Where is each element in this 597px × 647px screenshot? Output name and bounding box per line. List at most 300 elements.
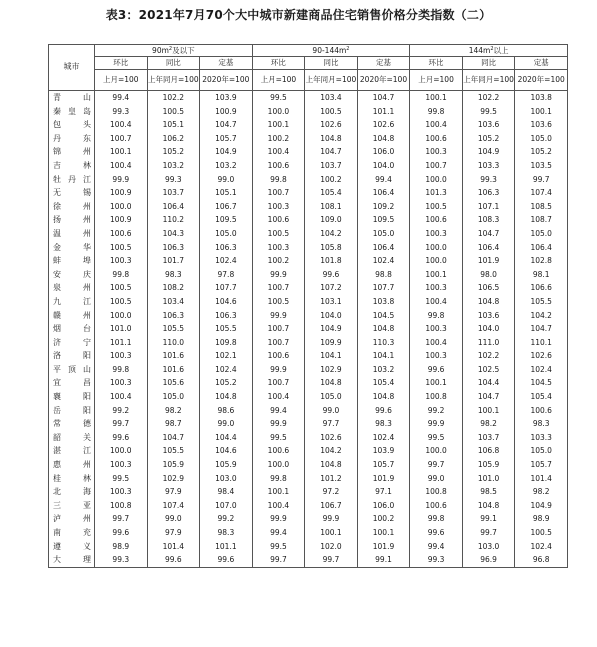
index-value: 99.6 <box>200 553 253 567</box>
index-value: 104.4 <box>200 431 253 445</box>
index-value: 106.3 <box>462 186 515 200</box>
index-value: 100.7 <box>410 159 463 173</box>
index-value: 104.7 <box>357 91 410 105</box>
index-value: 108.1 <box>305 200 358 214</box>
index-value: 100.3 <box>410 322 463 336</box>
index-value: 99.4 <box>252 404 305 418</box>
index-value: 105.0 <box>515 132 568 146</box>
index-value: 100.4 <box>252 390 305 404</box>
index-value: 101.6 <box>147 349 200 363</box>
subheader-fixed-base: 定基 <box>515 57 568 70</box>
index-value: 104.0 <box>357 159 410 173</box>
index-value: 103.9 <box>357 444 410 458</box>
index-value: 105.6 <box>147 376 200 390</box>
index-value: 103.7 <box>147 186 200 200</box>
index-value: 107.7 <box>357 281 410 295</box>
table-row <box>49 173 568 187</box>
base-header-fixed-base: 2020年=100 <box>515 70 568 91</box>
subheader-yoy: 同比 <box>305 57 358 70</box>
index-value: 105.0 <box>305 390 358 404</box>
index-value: 109.0 <box>305 213 358 227</box>
city-name: 大理 <box>49 553 95 567</box>
index-value: 107.7 <box>200 281 253 295</box>
index-value: 105.7 <box>357 458 410 472</box>
index-value: 105.4 <box>305 186 358 200</box>
index-value: 100.0 <box>410 444 463 458</box>
index-value: 97.7 <box>305 417 358 431</box>
index-value: 105.0 <box>357 227 410 241</box>
table-row <box>49 540 568 554</box>
index-value: 102.1 <box>200 349 253 363</box>
city-name: 扬州 <box>49 213 95 227</box>
price-index-table <box>48 44 568 568</box>
index-value: 106.4 <box>357 241 410 255</box>
index-value: 97.9 <box>147 485 200 499</box>
index-value: 99.6 <box>410 363 463 377</box>
index-value: 106.3 <box>147 309 200 323</box>
index-value: 104.8 <box>305 458 358 472</box>
index-value: 102.9 <box>147 472 200 486</box>
base-header-mom: 上月=100 <box>95 70 148 91</box>
table-row <box>49 186 568 200</box>
index-value: 100.4 <box>95 390 148 404</box>
index-value: 104.8 <box>305 132 358 146</box>
group-header-90-below: $90m^2$及以下 <box>95 45 253 57</box>
index-value: 103.3 <box>515 431 568 445</box>
index-value: 106.0 <box>357 499 410 513</box>
index-value: 100.5 <box>410 200 463 214</box>
index-value: 110.1 <box>515 336 568 350</box>
group-header-144-above: $144m^2$以上 <box>410 45 568 57</box>
table-row <box>49 91 568 105</box>
subheader-mom: 环比 <box>410 57 463 70</box>
index-value: 104.5 <box>515 376 568 390</box>
index-value: 100.0 <box>410 241 463 255</box>
table-row <box>49 309 568 323</box>
index-value: 103.0 <box>462 540 515 554</box>
index-value: 100.7 <box>252 336 305 350</box>
index-value: 101.4 <box>515 472 568 486</box>
index-value: 100.3 <box>410 227 463 241</box>
index-value: 106.4 <box>462 241 515 255</box>
index-value: 99.9 <box>410 417 463 431</box>
index-value: 99.7 <box>252 553 305 567</box>
index-value: 99.5 <box>252 91 305 105</box>
index-value: 98.9 <box>95 540 148 554</box>
index-value: 100.2 <box>252 254 305 268</box>
city-name: 蚌埠 <box>49 254 95 268</box>
index-value: 111.0 <box>462 336 515 350</box>
table-row <box>49 485 568 499</box>
index-value: 97.9 <box>147 526 200 540</box>
index-value: 98.2 <box>147 404 200 418</box>
index-value: 106.0 <box>357 145 410 159</box>
index-value: 103.8 <box>357 295 410 309</box>
index-value: 106.8 <box>462 444 515 458</box>
index-value: 100.1 <box>410 268 463 282</box>
index-value: 105.8 <box>305 241 358 255</box>
city-name: 丹东 <box>49 132 95 146</box>
table-row <box>49 458 568 472</box>
index-value: 104.0 <box>305 309 358 323</box>
index-value: 98.1 <box>515 268 568 282</box>
index-value: 100.1 <box>305 526 358 540</box>
table-row <box>49 295 568 309</box>
index-value: 100.4 <box>252 145 305 159</box>
index-value: 100.0 <box>95 444 148 458</box>
index-value: 105.0 <box>515 227 568 241</box>
index-value: 104.8 <box>357 390 410 404</box>
index-value: 104.9 <box>200 145 253 159</box>
index-value: 104.2 <box>305 444 358 458</box>
index-value: 103.5 <box>515 159 568 173</box>
table-row <box>49 417 568 431</box>
index-value: 99.3 <box>462 173 515 187</box>
table-row <box>49 526 568 540</box>
index-value: 105.2 <box>200 376 253 390</box>
index-value: 99.8 <box>410 309 463 323</box>
table-row <box>49 200 568 214</box>
index-value: 104.7 <box>515 322 568 336</box>
index-value: 103.4 <box>147 295 200 309</box>
index-value: 102.4 <box>200 254 253 268</box>
index-value: 99.6 <box>95 526 148 540</box>
table-row <box>49 404 568 418</box>
index-value: 98.5 <box>462 485 515 499</box>
index-value: 104.6 <box>200 444 253 458</box>
index-value: 107.0 <box>200 499 253 513</box>
index-value: 107.2 <box>305 281 358 295</box>
index-value: 100.1 <box>410 376 463 390</box>
index-value: 103.7 <box>462 431 515 445</box>
index-value: 100.9 <box>95 213 148 227</box>
index-value: 99.6 <box>357 404 410 418</box>
city-name: 温州 <box>49 227 95 241</box>
index-value: 100.0 <box>95 200 148 214</box>
index-value: 99.9 <box>252 512 305 526</box>
index-value: 103.4 <box>305 91 358 105</box>
index-value: 100.1 <box>462 404 515 418</box>
index-value: 100.5 <box>305 105 358 119</box>
index-value: 99.4 <box>252 526 305 540</box>
index-value: 104.7 <box>462 227 515 241</box>
index-value: 103.2 <box>357 363 410 377</box>
index-value: 101.0 <box>95 322 148 336</box>
city-name: 泸州 <box>49 512 95 526</box>
index-value: 100.9 <box>95 186 148 200</box>
index-value: 103.6 <box>462 118 515 132</box>
index-value: 99.8 <box>252 173 305 187</box>
table-row <box>49 472 568 486</box>
index-value: 106.7 <box>305 499 358 513</box>
index-value: 100.3 <box>95 376 148 390</box>
table-row <box>49 159 568 173</box>
index-value: 100.7 <box>252 376 305 390</box>
index-value: 100.7 <box>252 281 305 295</box>
index-value: 100.4 <box>95 159 148 173</box>
index-value: 99.7 <box>410 458 463 472</box>
base-header-yoy: 上年同月=100 <box>305 70 358 91</box>
city-name: 桂林 <box>49 472 95 486</box>
table-row <box>49 431 568 445</box>
index-value: 99.6 <box>147 553 200 567</box>
table-row <box>49 254 568 268</box>
index-value: 103.8 <box>515 91 568 105</box>
index-value: 105.5 <box>147 322 200 336</box>
index-value: 99.5 <box>95 472 148 486</box>
index-value: 104.8 <box>357 322 410 336</box>
index-value: 100.6 <box>95 227 148 241</box>
index-value: 104.3 <box>147 227 200 241</box>
index-value: 105.9 <box>462 458 515 472</box>
index-value: 99.5 <box>252 431 305 445</box>
index-value: 104.8 <box>462 295 515 309</box>
city-name: 包头 <box>49 118 95 132</box>
index-value: 100.5 <box>95 281 148 295</box>
table-row <box>49 512 568 526</box>
index-value: 100.5 <box>515 526 568 540</box>
index-value: 101.3 <box>410 186 463 200</box>
table-row <box>49 444 568 458</box>
index-value: 100.1 <box>95 145 148 159</box>
index-value: 99.0 <box>200 173 253 187</box>
index-value: 107.4 <box>147 499 200 513</box>
index-value: 105.0 <box>147 390 200 404</box>
index-value: 100.5 <box>95 241 148 255</box>
index-value: 100.4 <box>252 499 305 513</box>
index-value: 101.1 <box>95 336 148 350</box>
index-value: 100.0 <box>410 254 463 268</box>
table-row <box>49 363 568 377</box>
index-value: 108.5 <box>515 200 568 214</box>
index-value: 99.3 <box>410 553 463 567</box>
base-header-yoy: 上年同月=100 <box>462 70 515 91</box>
city-name: 泉州 <box>49 281 95 295</box>
index-value: 105.9 <box>147 458 200 472</box>
index-value: 105.7 <box>515 458 568 472</box>
table-row <box>49 390 568 404</box>
index-value: 105.5 <box>147 444 200 458</box>
index-value: 100.4 <box>410 295 463 309</box>
index-value: 100.6 <box>515 404 568 418</box>
index-value: 100.6 <box>410 499 463 513</box>
index-value: 103.2 <box>200 159 253 173</box>
index-value: 104.1 <box>357 349 410 363</box>
index-value: 105.4 <box>357 376 410 390</box>
index-value: 98.2 <box>462 417 515 431</box>
index-value: 104.7 <box>200 118 253 132</box>
index-value: 100.3 <box>410 145 463 159</box>
index-value: 100.3 <box>252 241 305 255</box>
city-name: 南充 <box>49 526 95 540</box>
index-value: 103.0 <box>200 472 253 486</box>
index-value: 102.6 <box>305 118 358 132</box>
city-name: 北海 <box>49 485 95 499</box>
index-value: 100.7 <box>252 322 305 336</box>
table-row <box>49 241 568 255</box>
index-value: 102.6 <box>305 431 358 445</box>
table-row <box>49 336 568 350</box>
table-row <box>49 281 568 295</box>
index-value: 106.4 <box>147 200 200 214</box>
index-value: 99.5 <box>252 540 305 554</box>
index-value: 100.6 <box>252 444 305 458</box>
city-column-header: 城市 <box>49 45 95 91</box>
index-value: 102.8 <box>515 254 568 268</box>
index-value: 100.4 <box>410 118 463 132</box>
index-value: 100.8 <box>410 390 463 404</box>
index-value: 101.0 <box>462 472 515 486</box>
index-value: 100.2 <box>305 173 358 187</box>
index-value: 100.1 <box>410 91 463 105</box>
index-value: 97.8 <box>200 268 253 282</box>
city-name: 平顶山 <box>49 363 95 377</box>
index-value: 100.3 <box>252 200 305 214</box>
index-value: 99.7 <box>462 526 515 540</box>
index-value: 100.0 <box>252 105 305 119</box>
index-value: 99.9 <box>252 309 305 323</box>
index-value: 101.7 <box>147 254 200 268</box>
index-value: 100.6 <box>252 159 305 173</box>
index-value: 100.3 <box>95 458 148 472</box>
base-header-mom: 上月=100 <box>410 70 463 91</box>
index-value: 107.4 <box>515 186 568 200</box>
index-value: 97.1 <box>357 485 410 499</box>
city-name: 九江 <box>49 295 95 309</box>
index-value: 98.0 <box>462 268 515 282</box>
index-value: 99.7 <box>515 173 568 187</box>
index-value: 104.8 <box>200 390 253 404</box>
index-value: 100.2 <box>252 132 305 146</box>
index-value: 104.7 <box>305 145 358 159</box>
index-value: 105.0 <box>515 444 568 458</box>
index-value: 98.7 <box>147 417 200 431</box>
index-value: 99.8 <box>95 268 148 282</box>
table-row <box>49 499 568 513</box>
index-value: 105.5 <box>515 295 568 309</box>
index-value: 106.4 <box>357 186 410 200</box>
index-value: 99.4 <box>95 91 148 105</box>
index-value: 100.4 <box>410 336 463 350</box>
city-name: 宜昌 <box>49 376 95 390</box>
index-value: 105.2 <box>515 145 568 159</box>
index-value: 101.4 <box>147 540 200 554</box>
index-value: 100.3 <box>95 485 148 499</box>
index-value: 104.2 <box>515 309 568 323</box>
index-value: 100.0 <box>95 309 148 323</box>
index-value: 109.5 <box>357 213 410 227</box>
index-value: 99.1 <box>462 512 515 526</box>
index-value: 100.3 <box>410 281 463 295</box>
index-value: 105.1 <box>200 186 253 200</box>
city-name: 徐州 <box>49 200 95 214</box>
subheader-fixed-base: 定基 <box>200 57 253 70</box>
index-value: 98.2 <box>515 485 568 499</box>
index-value: 99.9 <box>95 173 148 187</box>
index-value: 104.7 <box>147 431 200 445</box>
index-value: 96.8 <box>515 553 568 567</box>
index-value: 103.7 <box>305 159 358 173</box>
index-value: 102.4 <box>515 363 568 377</box>
index-value: 100.8 <box>410 485 463 499</box>
table-row <box>49 376 568 390</box>
city-name: 安庆 <box>49 268 95 282</box>
index-value: 102.0 <box>305 540 358 554</box>
index-value: 96.9 <box>462 553 515 567</box>
index-value: 100.8 <box>95 499 148 513</box>
index-value: 102.2 <box>462 91 515 105</box>
subheader-yoy: 同比 <box>147 57 200 70</box>
index-value: 99.5 <box>410 431 463 445</box>
index-value: 98.4 <box>200 485 253 499</box>
table-row <box>49 553 568 567</box>
table-row <box>49 349 568 363</box>
index-value: 103.6 <box>515 118 568 132</box>
table-row <box>49 213 568 227</box>
index-value: 103.1 <box>305 295 358 309</box>
index-value: 106.3 <box>200 309 253 323</box>
index-value: 108.7 <box>515 213 568 227</box>
index-value: 108.2 <box>147 281 200 295</box>
city-name: 洛阳 <box>49 349 95 363</box>
index-value: 105.9 <box>200 458 253 472</box>
index-value: 110.0 <box>147 336 200 350</box>
index-value: 98.3 <box>357 417 410 431</box>
city-name: 湛江 <box>49 444 95 458</box>
index-value: 102.4 <box>357 431 410 445</box>
index-value: 100.0 <box>252 458 305 472</box>
index-value: 100.9 <box>200 105 253 119</box>
index-value: 105.7 <box>200 132 253 146</box>
index-value: 102.5 <box>462 363 515 377</box>
index-value: 106.4 <box>515 241 568 255</box>
table-title: 表3：2021年7月70个大中城市新建商品住宅销售价格分类指数（二） <box>105 8 492 22</box>
index-value: 104.9 <box>462 145 515 159</box>
index-value: 104.9 <box>515 499 568 513</box>
index-value: 99.6 <box>410 526 463 540</box>
index-value: 104.5 <box>357 309 410 323</box>
city-name: 赣州 <box>49 309 95 323</box>
index-value: 99.5 <box>462 105 515 119</box>
index-value: 101.9 <box>462 254 515 268</box>
index-value: 100.1 <box>252 485 305 499</box>
index-value: 106.3 <box>200 241 253 255</box>
index-value: 101.1 <box>357 105 410 119</box>
city-name: 岳阳 <box>49 404 95 418</box>
city-name: 遵义 <box>49 540 95 554</box>
index-value: 100.5 <box>147 105 200 119</box>
index-value: 100.5 <box>252 227 305 241</box>
city-name: 牡丹江 <box>49 173 95 187</box>
index-value: 101.2 <box>305 472 358 486</box>
subheader-mom: 环比 <box>252 57 305 70</box>
index-value: 97.2 <box>305 485 358 499</box>
index-value: 99.8 <box>410 512 463 526</box>
base-header-yoy: 上年同月=100 <box>147 70 200 91</box>
index-value: 101.9 <box>357 472 410 486</box>
city-name: 烟台 <box>49 322 95 336</box>
table-row <box>49 145 568 159</box>
index-value: 98.3 <box>200 526 253 540</box>
index-value: 106.7 <box>200 200 253 214</box>
index-value: 98.8 <box>357 268 410 282</box>
index-value: 106.2 <box>147 132 200 146</box>
index-value: 104.0 <box>462 322 515 336</box>
subheader-fixed-base: 定基 <box>357 57 410 70</box>
index-value: 102.6 <box>515 349 568 363</box>
index-value: 101.9 <box>357 540 410 554</box>
index-value: 99.7 <box>305 553 358 567</box>
